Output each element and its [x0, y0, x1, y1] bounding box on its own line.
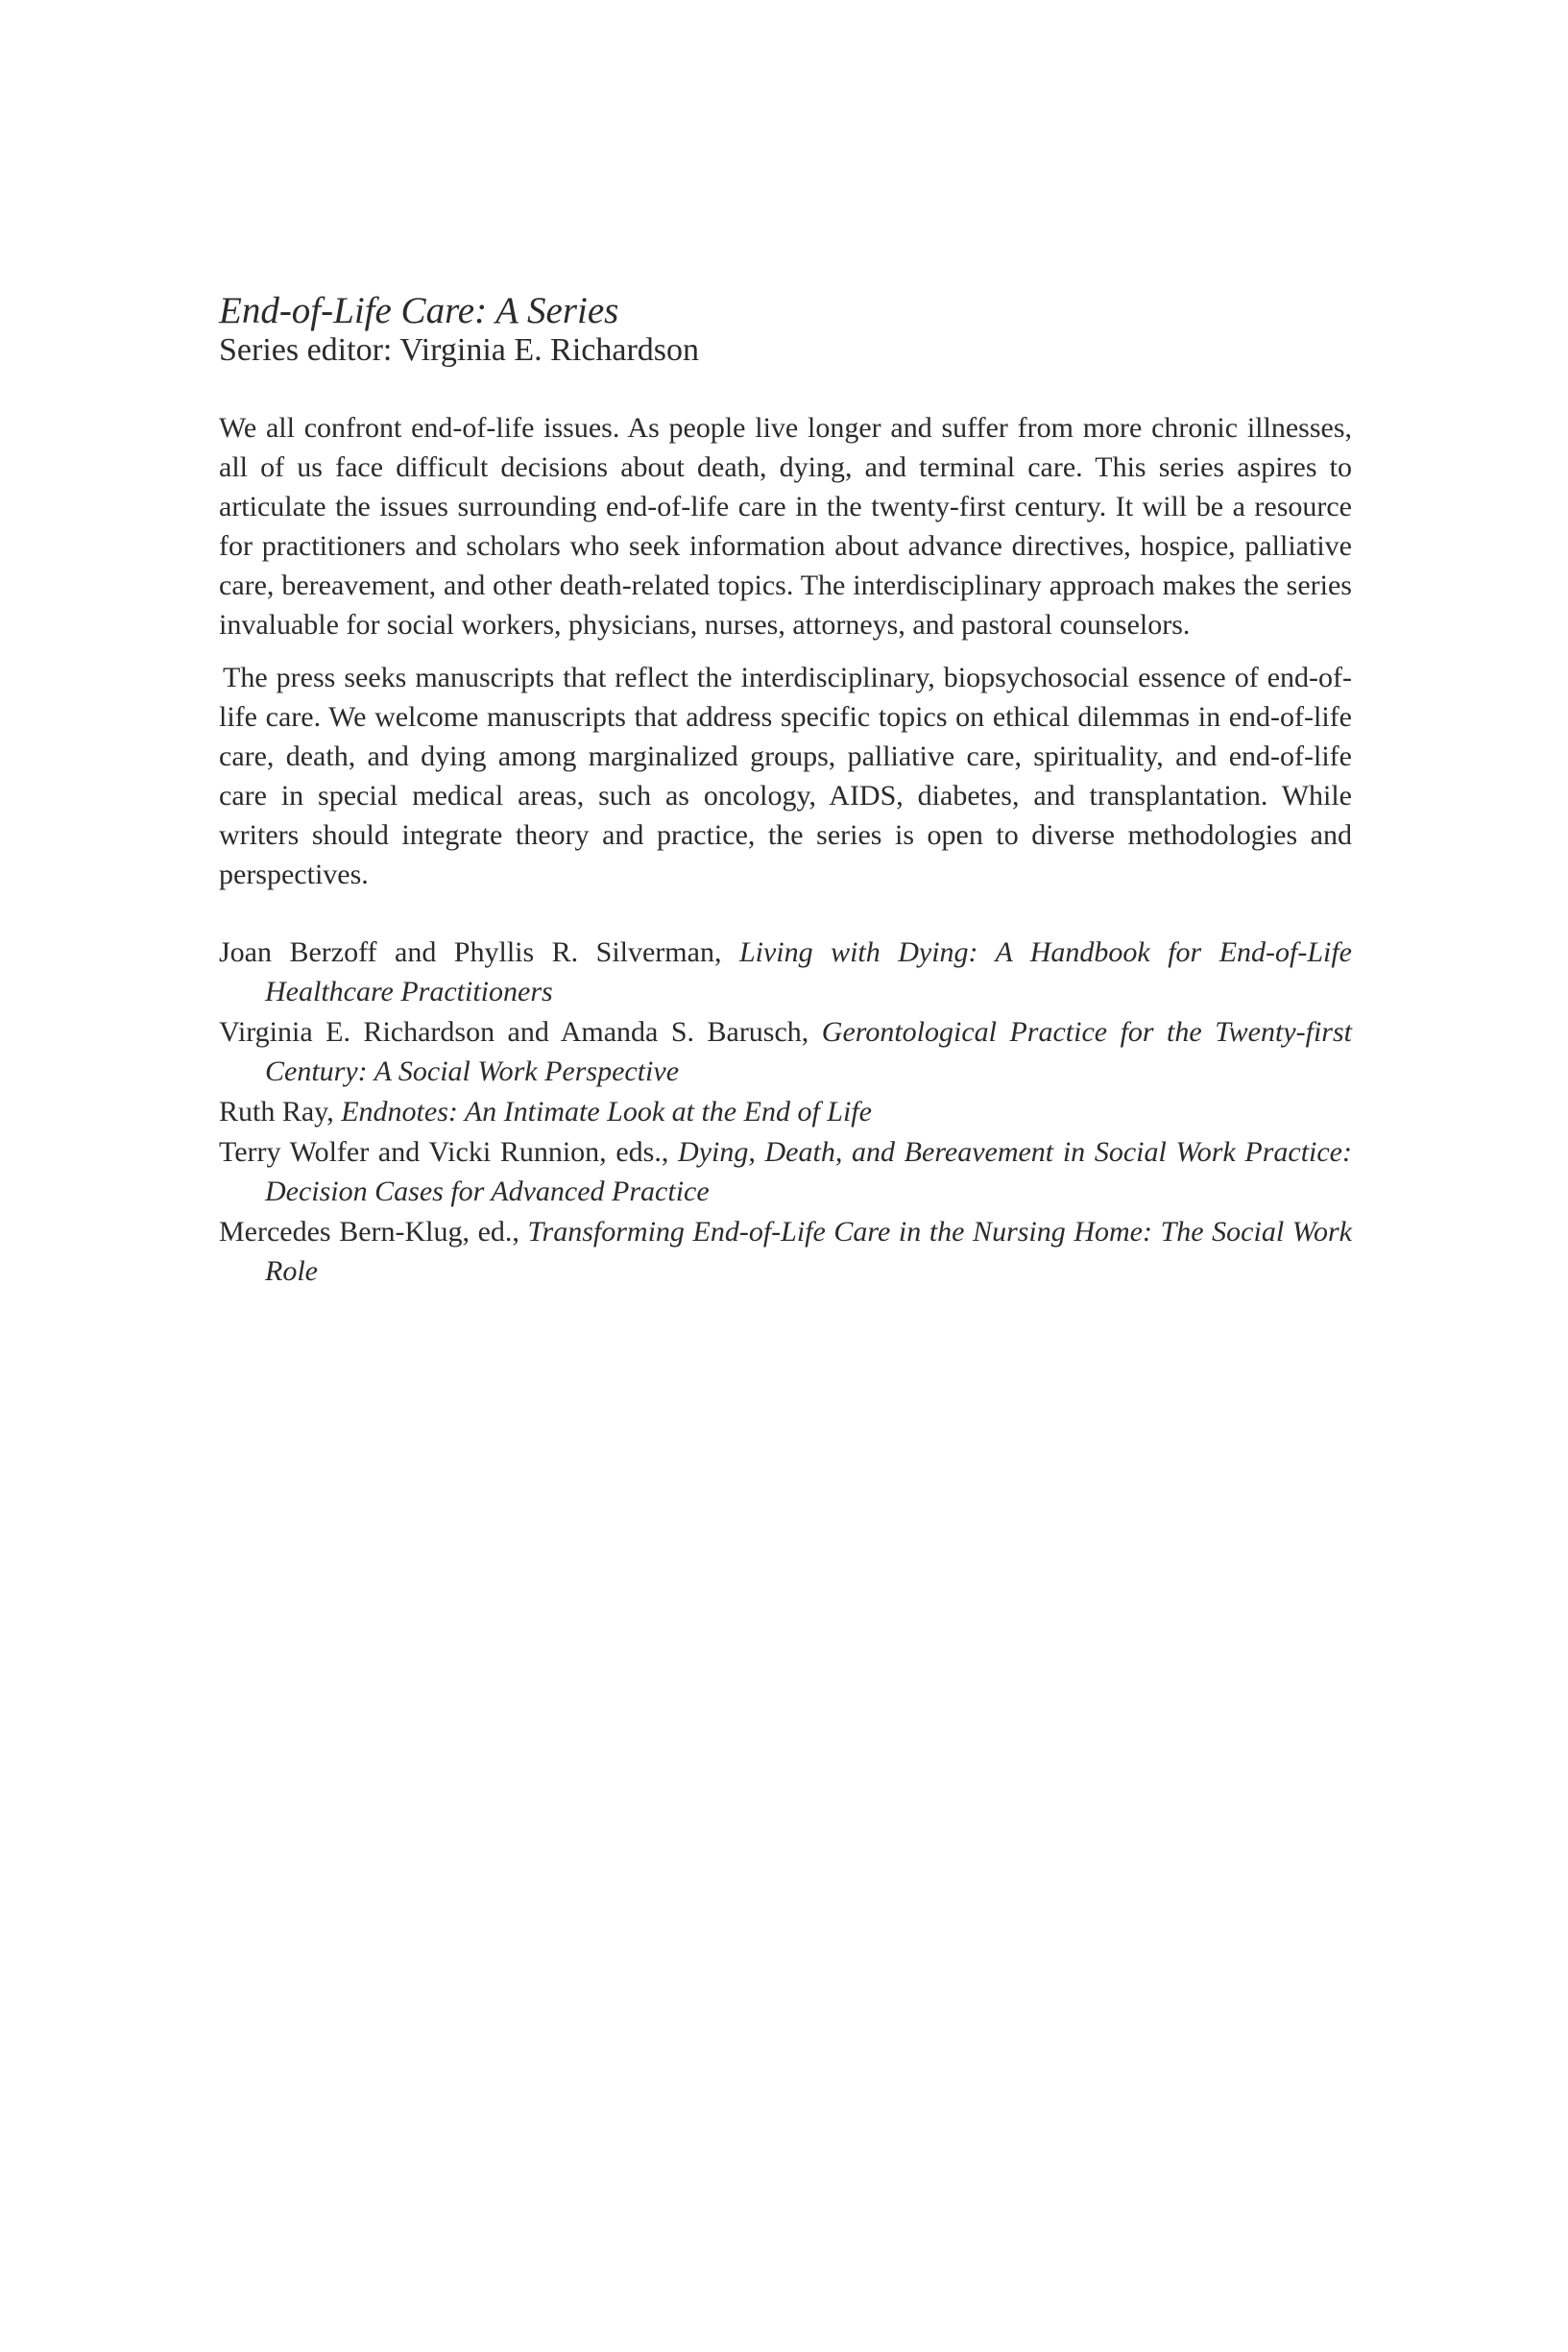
- series-title: End-of-Life Care: A Series: [219, 290, 619, 331]
- series-editor: Series editor: Virginia E. Richardson: [219, 332, 700, 368]
- book-entry: [219, 1132, 1352, 1211]
- book-authors: Mercedes Bern-Klug, ed.,: [219, 1216, 528, 1248]
- manuscript-call-paragraph: The press seeks manuscripts that reflect the interdisciplinary, biopsychosocial essence of end-of-life care. We welcome manuscripts that address specific topics on ethical dilemmas in end-of-life care, death, and dying among marginalized groups, palliative care, spirituality, and end-of-life care in special medical areas, such as oncology, AIDS, diabetes, and transplantation. While writers should integrate theory and practice, the series is open to diverse methodologies and perspectives.: [219, 662, 1352, 890]
- book-title: Endnotes: An Intimate Look at the End of Life: [341, 1096, 872, 1128]
- book-authors: Ruth Ray,: [219, 1096, 342, 1128]
- book-entry: [219, 1092, 1352, 1131]
- book-entry: [219, 1012, 1352, 1091]
- book-title: Gerontological Practice for the Twenty-first Century: A Social Work Perspective: [265, 1016, 1352, 1087]
- book-authors: Joan Berzoff and Phyllis R. Silverman,: [219, 936, 739, 968]
- book-list: [219, 933, 1352, 1291]
- book-title: Dying, Death, and Bereavement in Social Work Practice: Decision Cases for Advanced Practice: [265, 1136, 1352, 1207]
- book-authors: Terry Wolfer and Vicki Runnion, eds.,: [219, 1136, 679, 1168]
- book-authors: Virginia E. Richardson and Amanda S. Barusch,: [219, 1016, 822, 1048]
- book-title: Living with Dying: A Handbook for End-of-Life Healthcare Practitioners: [265, 936, 1353, 1007]
- book-entry: [219, 1212, 1352, 1291]
- series-page: [219, 291, 1352, 1292]
- book-entry: [219, 933, 1352, 1011]
- book-title: Transforming End-of-Life Care in the Nursing Home: The Social Work Role: [265, 1216, 1352, 1287]
- series-description-paragraph: We all confront end-of-life issues. As people live longer and suffer from more chronic illnesses, all of us face difficult decisions about death, dying, and terminal care. This series aspires to articulate the issues surrounding end-of-life care in the twenty-first century. It will be a resource for practitioners and scholars who seek information about advance directives, hospice, palliative care, bereavement, and other death-related topics. The interdisciplinary approach makes the series invaluable for social workers, physicians, nurses, attorneys, and pastoral counselors.: [219, 412, 1352, 641]
